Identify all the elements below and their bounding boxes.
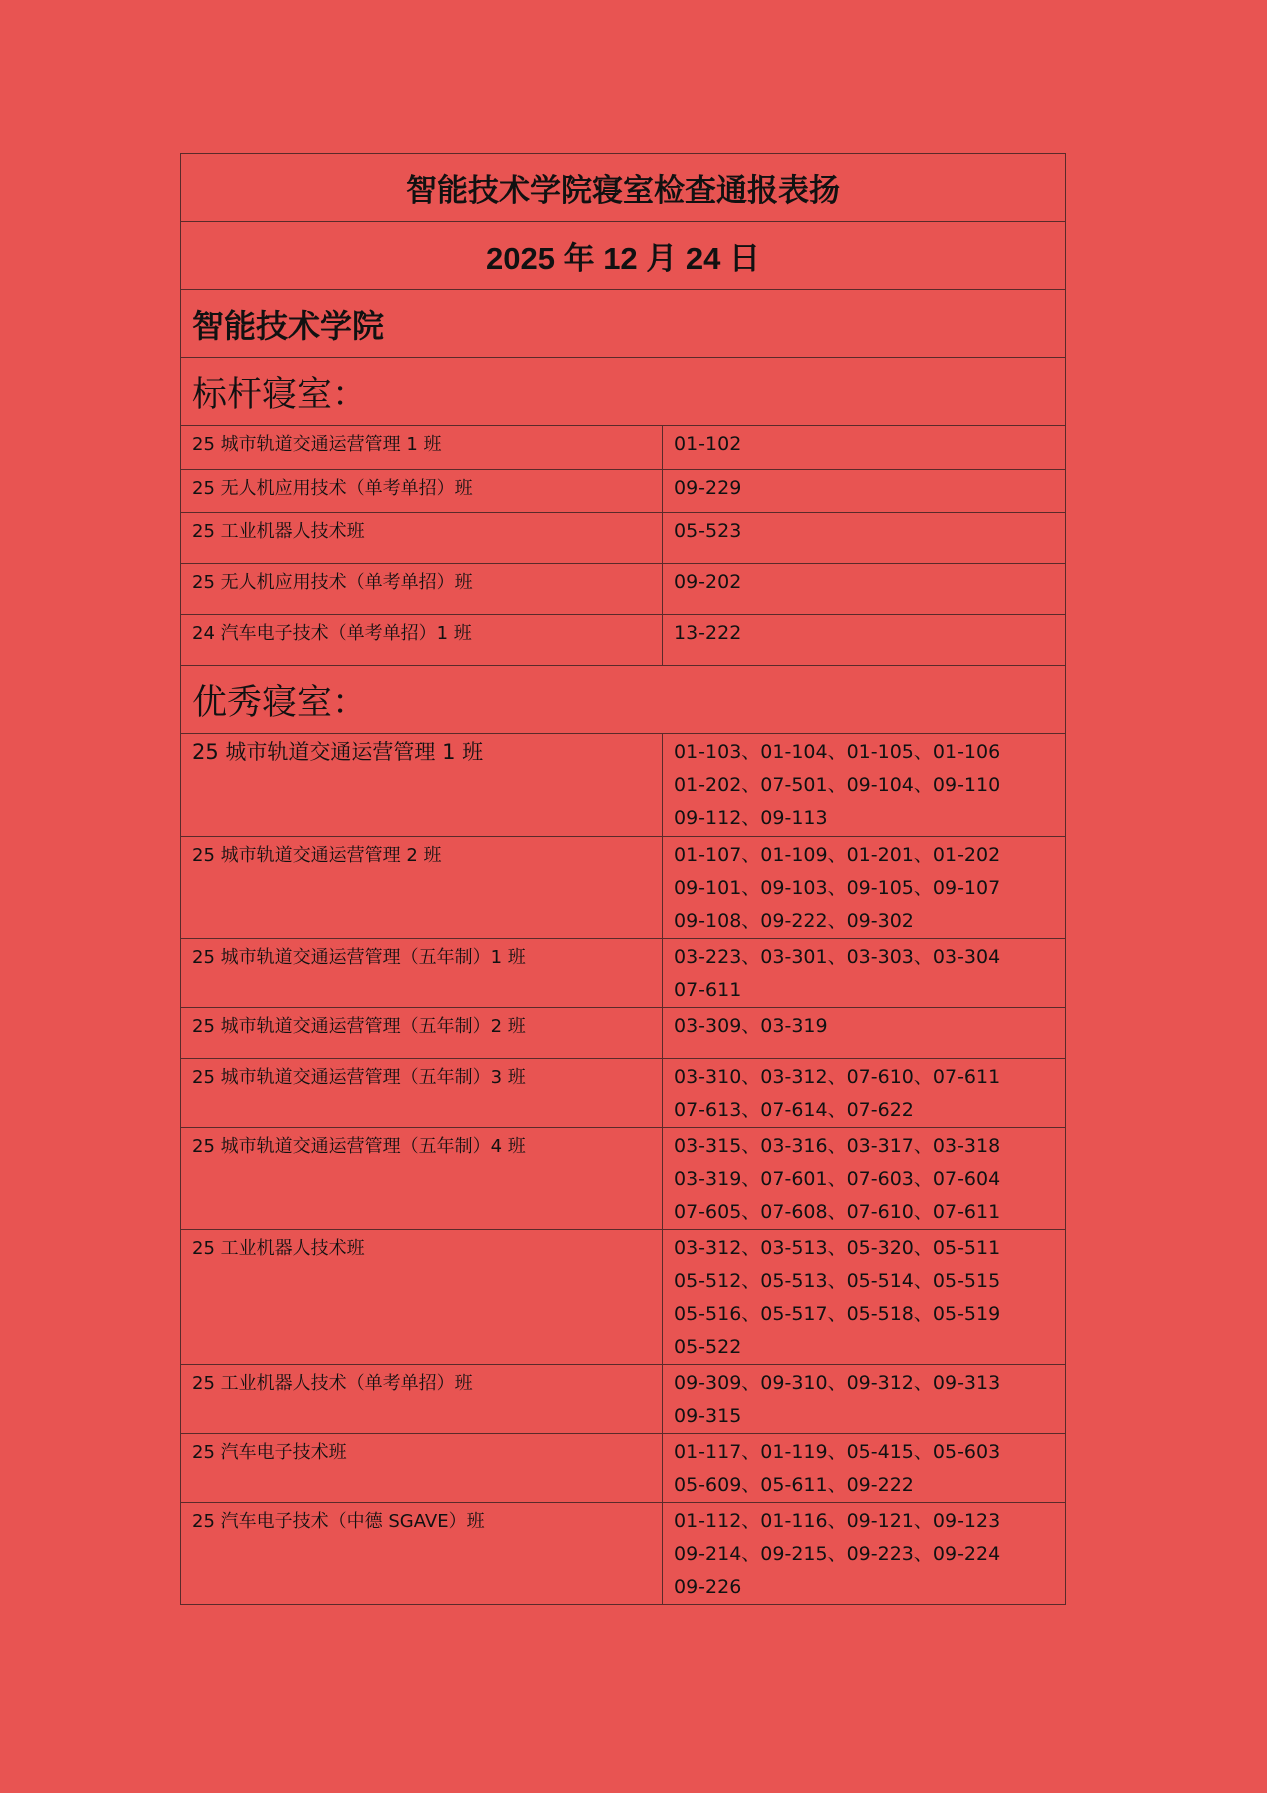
room-list-line: 03-315、03-316、03-317、03-318 [674,1135,1001,1157]
room-list-line: 01-117、01-119、05-415、05-603 [674,1441,1001,1463]
excellent-row [181,1059,1066,1128]
report-date: 2025 年 12 月 24 日 [181,222,1066,290]
room-list-line: 09-202 [674,571,742,593]
benchmark-class-name: 24 汽车电子技术（单考单招）1 班 [181,615,663,666]
room-list-line: 13-222 [674,622,742,644]
benchmark-section-row [181,358,1066,426]
room-list-line: 07-611 [674,979,742,1001]
benchmark-class-name: 25 城市轨道交通运营管理 1 班 [181,426,663,470]
benchmark-room-numbers [663,426,1066,470]
excellent-room-numbers [663,1008,1066,1059]
benchmark-class-name: 25 工业机器人技术班 [181,513,663,564]
benchmark-row [181,426,1066,470]
room-list-line: 03-310、03-312、07-610、07-611 [674,1066,1001,1088]
excellent-row [181,1503,1066,1605]
excellent-class-name: 25 城市轨道交通运营管理（五年制）3 班 [181,1059,663,1128]
room-list-line: 05-512、05-513、05-514、05-515 [674,1270,1001,1292]
room-list-line: 07-605、07-608、07-610、07-611 [674,1201,1001,1223]
room-list-line: 05-516、05-517、05-518、05-519 [674,1303,1001,1325]
room-list-line: 01-112、01-116、09-121、09-123 [674,1510,1001,1532]
excellent-row [181,1230,1066,1365]
room-list-line: 03-223、03-301、03-303、03-304 [674,946,1001,968]
room-list-line: 03-309、03-319 [674,1015,828,1037]
room-list-line: 09-315 [674,1405,742,1427]
room-list-line: 03-312、03-513、05-320、05-511 [674,1237,1001,1259]
room-list-line: 01-107、01-109、01-201、01-202 [674,844,1001,866]
room-list-line: 09-108、09-222、09-302 [674,910,914,932]
excellent-room-numbers [663,939,1066,1008]
excellent-row [181,734,1066,837]
room-list-line: 07-613、07-614、07-622 [674,1099,914,1121]
room-list-line: 09-229 [674,477,742,499]
excellent-room-numbers [663,1365,1066,1434]
excellent-class-name: 25 城市轨道交通运营管理（五年制）1 班 [181,939,663,1008]
excellent-room-numbers [663,1503,1066,1605]
date-row [181,222,1066,290]
room-list-line: 01-102 [674,433,742,455]
excellent-class-name: 25 工业机器人技术（单考单招）班 [181,1365,663,1434]
room-list-line: 09-309、09-310、09-312、09-313 [674,1372,1001,1394]
excellent-room-numbers [663,1128,1066,1230]
excellent-room-numbers [663,837,1066,939]
excellent-row [181,1365,1066,1434]
benchmark-row [181,470,1066,513]
room-list-line: 05-522 [674,1336,742,1358]
excellent-class-name: 25 工业机器人技术班 [181,1230,663,1365]
room-list-line: 09-112、09-113 [674,807,828,829]
department-row [181,290,1066,358]
benchmark-row [181,615,1066,666]
excellent-room-numbers [663,734,1066,837]
benchmark-class-name: 25 无人机应用技术（单考单招）班 [181,564,663,615]
benchmark-room-numbers [663,513,1066,564]
room-list-line: 01-103、01-104、01-105、01-106 [674,741,1001,763]
benchmark-room-numbers [663,615,1066,666]
excellent-class-name: 25 城市轨道交通运营管理（五年制）4 班 [181,1128,663,1230]
benchmark-row [181,564,1066,615]
excellent-row [181,1434,1066,1503]
benchmark-section-label: 标杆寝室： [181,358,1066,426]
title-row [181,154,1066,222]
dorm-inspection-table [180,153,1066,1605]
room-list-line: 09-226 [674,1576,742,1598]
excellent-room-numbers [663,1059,1066,1128]
report-title: 智能技术学院寝室检查通报表扬 [181,154,1066,222]
excellent-section-label: 优秀寝室： [181,666,1066,734]
room-list-line: 01-202、07-501、09-104、09-110 [674,774,1001,796]
benchmark-room-numbers [663,470,1066,513]
department-name: 智能技术学院 [181,290,1066,358]
excellent-row [181,939,1066,1008]
benchmark-class-name: 25 无人机应用技术（单考单招）班 [181,470,663,513]
excellent-class-name: 25 城市轨道交通运营管理 2 班 [181,837,663,939]
excellent-class-name: 25 汽车电子技术（中德 SGAVE）班 [181,1503,663,1605]
excellent-class-name: 25 城市轨道交通运营管理（五年制）2 班 [181,1008,663,1059]
excellent-row [181,1128,1066,1230]
room-list-line: 05-523 [674,520,742,542]
excellent-class-name: 25 汽车电子技术班 [181,1434,663,1503]
excellent-section-row [181,666,1066,734]
excellent-room-numbers [663,1434,1066,1503]
room-list-line: 09-101、09-103、09-105、09-107 [674,877,1001,899]
room-list-line: 09-214、09-215、09-223、09-224 [674,1543,1001,1565]
room-list-line: 03-319、07-601、07-603、07-604 [674,1168,1001,1190]
benchmark-room-numbers [663,564,1066,615]
excellent-row [181,1008,1066,1059]
excellent-room-numbers [663,1230,1066,1365]
room-list-line: 05-609、05-611、09-222 [674,1474,914,1496]
benchmark-row [181,513,1066,564]
excellent-row [181,837,1066,939]
excellent-class-name: 25 城市轨道交通运营管理 1 班 [181,734,663,837]
